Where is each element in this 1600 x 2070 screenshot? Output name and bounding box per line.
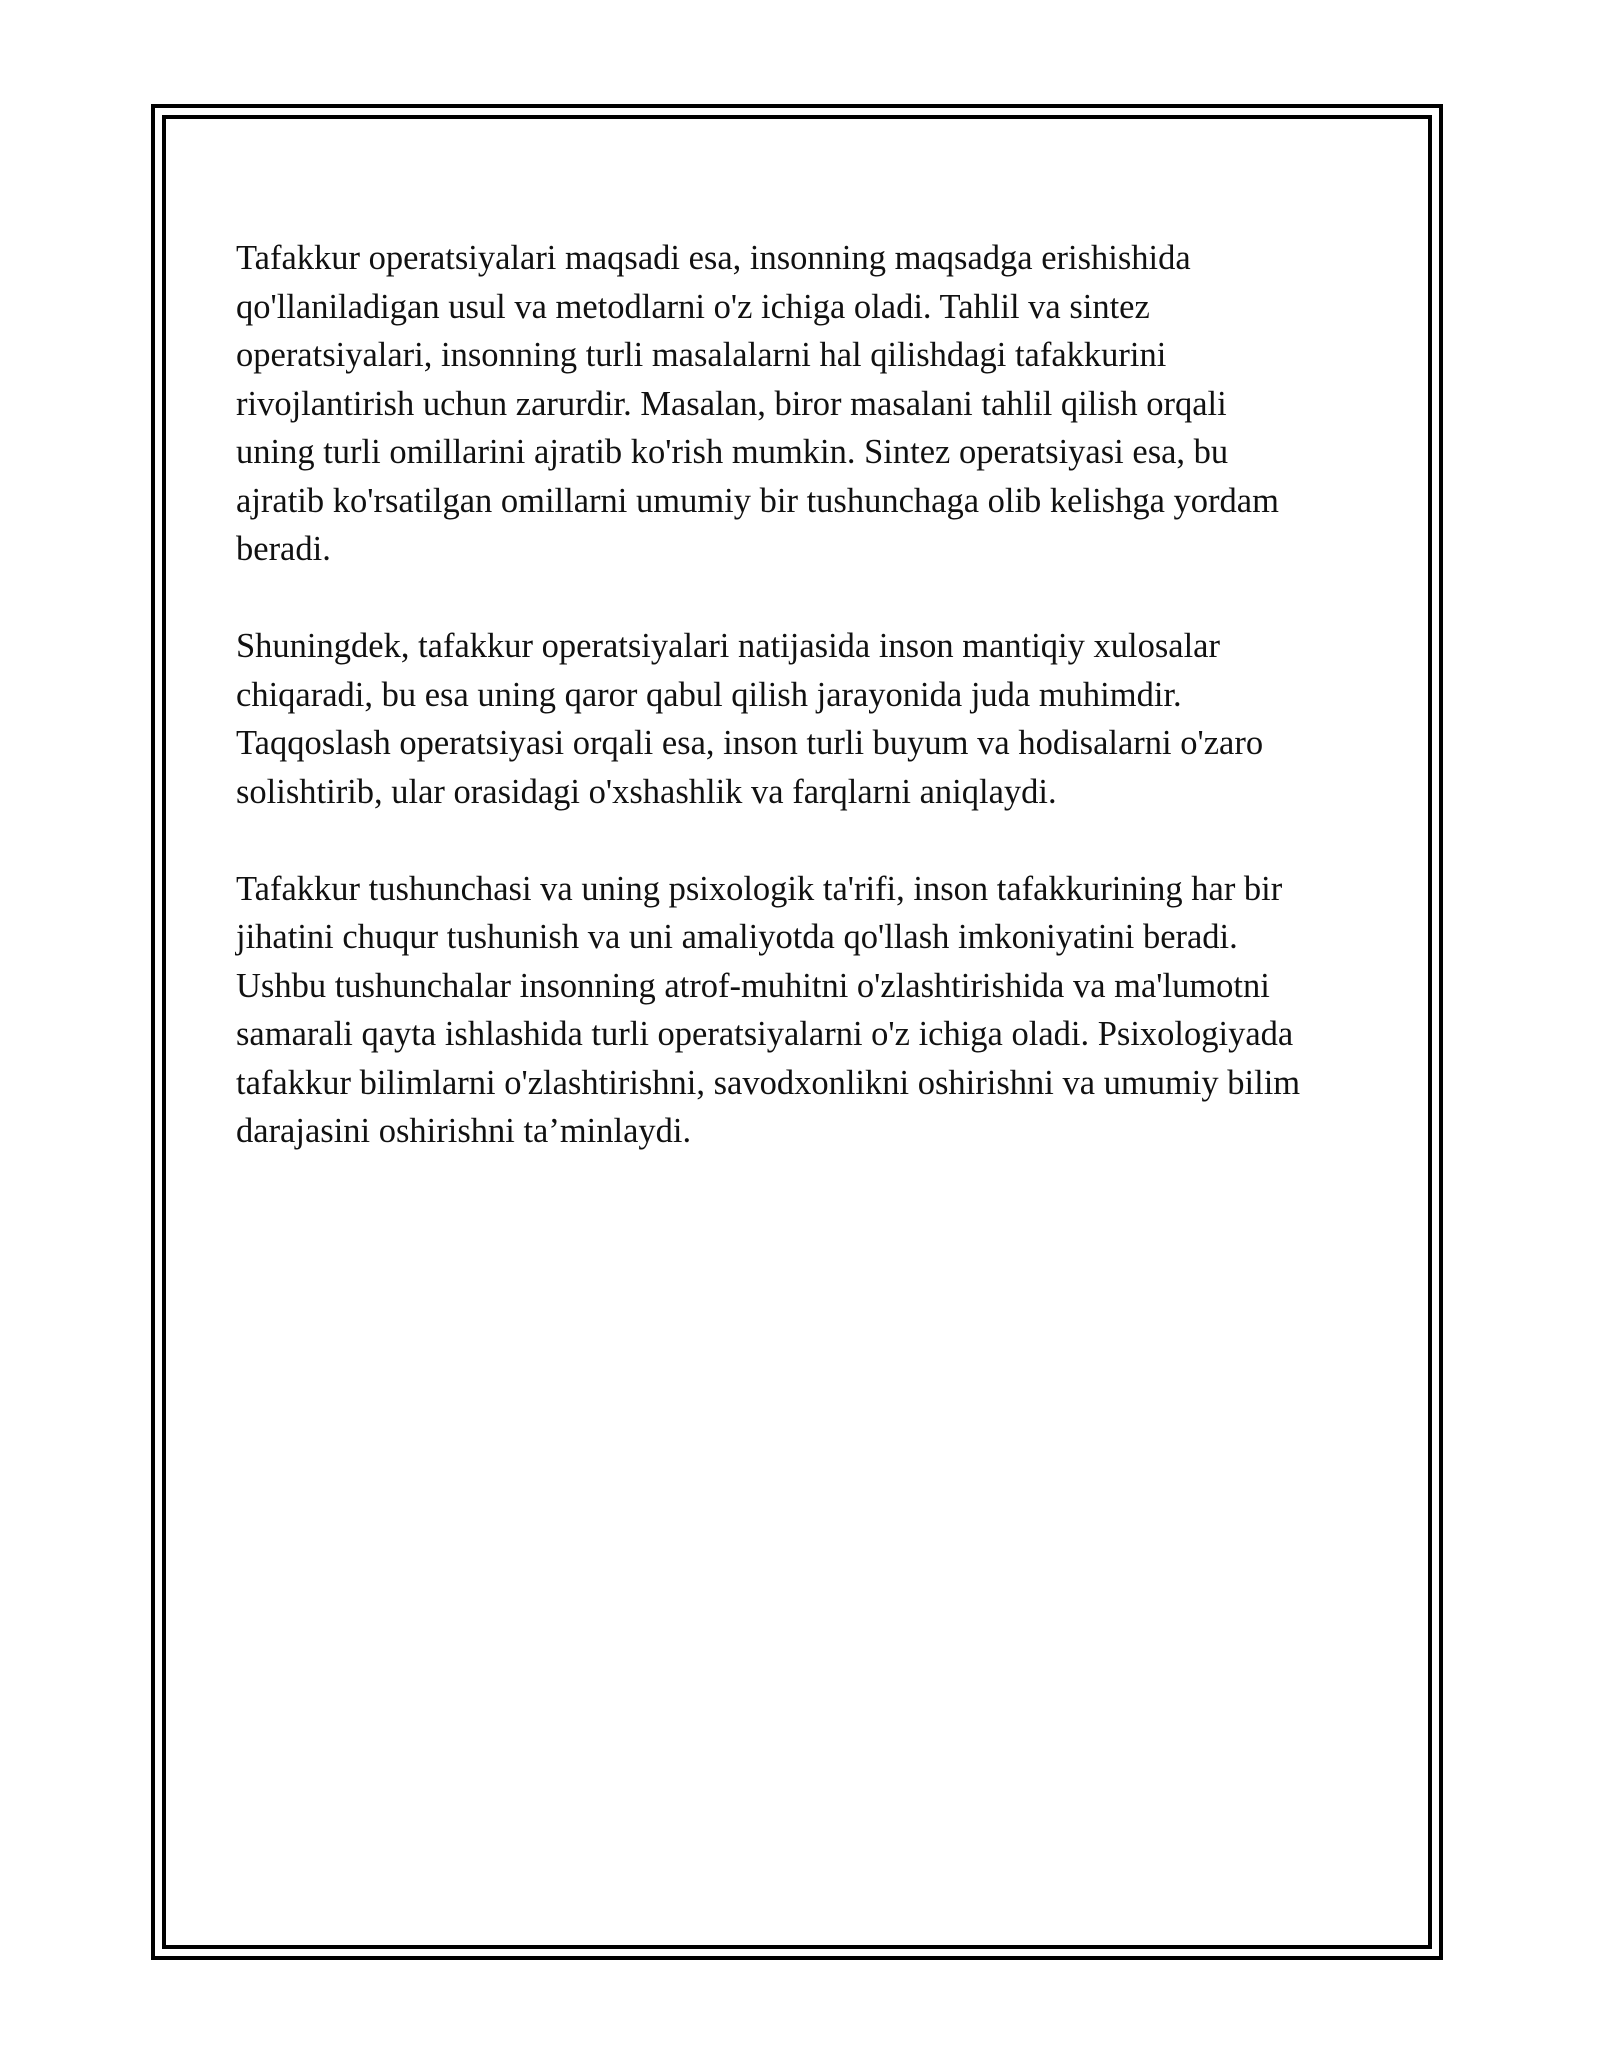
paragraph-1: Tafakkur operatsiyalari maqsadi esa, insonning maqsadga erishishida qo'llaniladigan usul va metodlarni o'z ichiga oladi. Tahlil va sintez operatsiyalari, insonning turli masalalarni hal qilishdagi tafakkurini rivojlantirish uchun zarurdir. Masalan, biror masalani tahlil qilish orqali uning turli omillarini ajratib ko'rish mumkin. Sintez operatsiyasi esa, bu ajratib ko'rsatilgan omillarni umumiy bir tushunchaga olib kelishga yordam beradi. — [236, 239, 1279, 568]
document-body — [236, 234, 1376, 1204]
paragraph-3: Tafakkur tushunchasi va uning psixologik ta'rifi, inson tafakkurining har bir jihatini chuqur tushunish va uni amaliyotda qo'llash imkoniyatini beradi. Ushbu tushunchalar insonning atrof-muhitni o'zlashtirishida va ma'lumotni samarali qayta ishlashida turli operatsiyalarni o'z ichiga oladi. Psixologiyada tafakkur bilimlarni o'zlashtirishni, savodxonlikni oshirishni va umumiy bilim darajasini oshirishni ta’minlaydi. — [236, 869, 1301, 1150]
paragraph-2: Shuningdek, tafakkur operatsiyalari natijasida inson mantiqiy xulosalar chiqaradi, bu esa uning qaror qabul qilish jarayonida juda muhimdir. Taqqoslash operatsiyasi orqali esa, inson turli buyum va hodisalarni o'zaro solishtirib, ular orasidagi o'xshashlik va farqlarni aniqlaydi. — [236, 627, 1264, 811]
